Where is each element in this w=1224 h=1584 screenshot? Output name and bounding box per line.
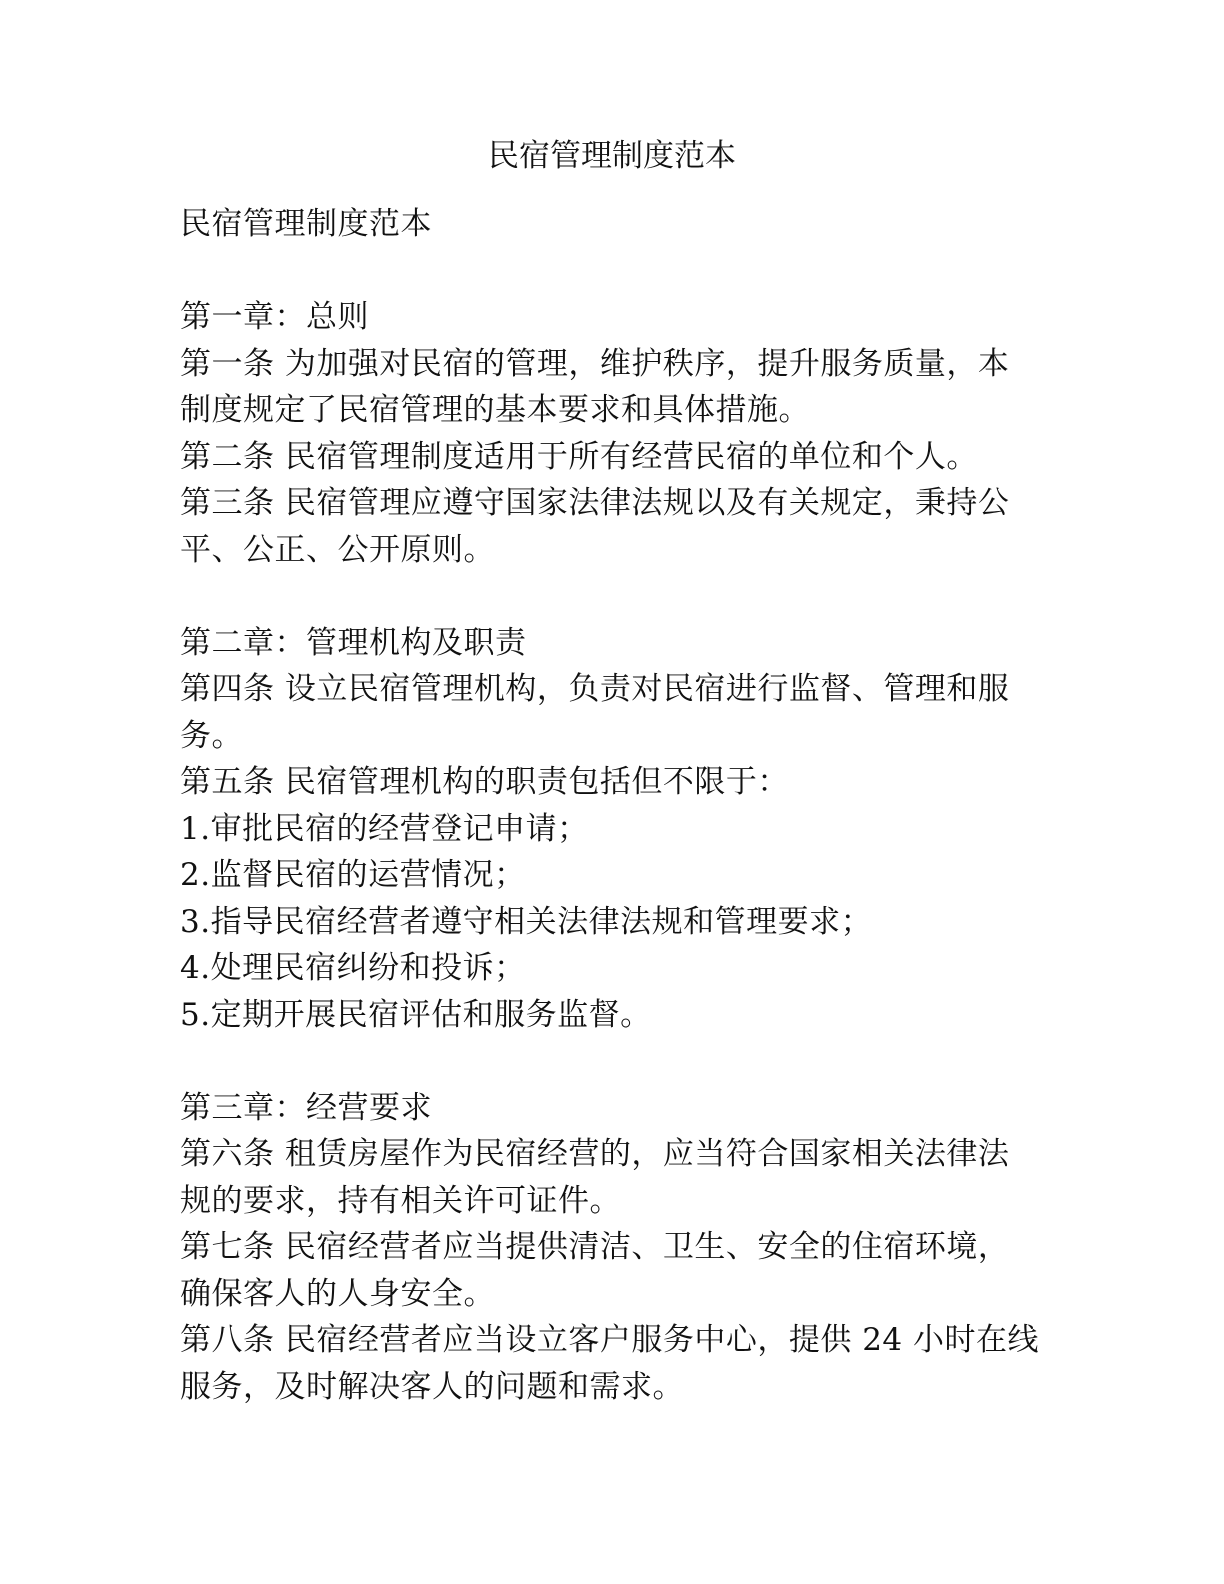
- blank-line: [180, 248, 1040, 295]
- chapter-heading: 第二章：管理机构及职责: [180, 624, 527, 661]
- paragraph-line: 务。: [180, 717, 243, 754]
- list-item: 3.指导民宿经营者遵守相关法律法规和管理要求；: [180, 903, 873, 940]
- paragraph-line: 第七条 民宿经营者应当提供清洁、卫生、安全的住宿环境，: [180, 1229, 1010, 1265]
- paragraph-line: 第三条 民宿管理应遵守国家法律法规以及有关规定，秉持公: [180, 485, 1010, 521]
- document-body: [180, 201, 1040, 1410]
- paragraph-line: 制度规定了民宿管理的基本要求和具体措施。: [180, 392, 810, 428]
- blank-line: [180, 1038, 1040, 1085]
- document-title: 民宿管理制度范本: [488, 138, 736, 174]
- list-item: 5.定期开展民宿评估和服务监督。: [180, 996, 652, 1033]
- paragraph-line: 第四条 设立民宿管理机构，负责对民宿进行监督、管理和服: [180, 671, 1010, 707]
- paragraph-line: 规的要求，持有相关许可证件。: [180, 1182, 621, 1219]
- paragraph-line: 第八条 民宿经营者应当设立客户服务中心，提供 24 小时在线: [180, 1322, 1040, 1358]
- paragraph-line: 确保客人的人身安全。: [180, 1275, 495, 1312]
- paragraph-line: 第六条 租赁房屋作为民宿经营的，应当符合国家相关法律法: [180, 1136, 1010, 1172]
- chapter-heading: 第三章：经营要求: [180, 1089, 432, 1126]
- paragraph-line: 第二条 民宿管理制度适用于所有经营民宿的单位和个人。: [180, 438, 978, 475]
- blank-line: [180, 573, 1040, 620]
- list-item: 4.处理民宿纠纷和投诉；: [180, 950, 526, 986]
- paragraph-line: 服务，及时解决客人的问题和需求。: [180, 1368, 684, 1405]
- list-item: 2.监督民宿的运营情况；: [180, 857, 526, 893]
- chapter-heading: 第一章：总则: [180, 299, 369, 335]
- paragraph-line: 第一条 为加强对民宿的管理，维护秩序，提升服务质量，本: [180, 345, 1010, 382]
- paragraph-line: 平、公正、公开原则。: [180, 531, 495, 568]
- document-subtitle: 民宿管理制度范本: [180, 206, 432, 242]
- paragraph-line: 第五条 民宿管理机构的职责包括但不限于：: [180, 764, 789, 800]
- list-item: 1.审批民宿的经营登记申请；: [180, 810, 589, 847]
